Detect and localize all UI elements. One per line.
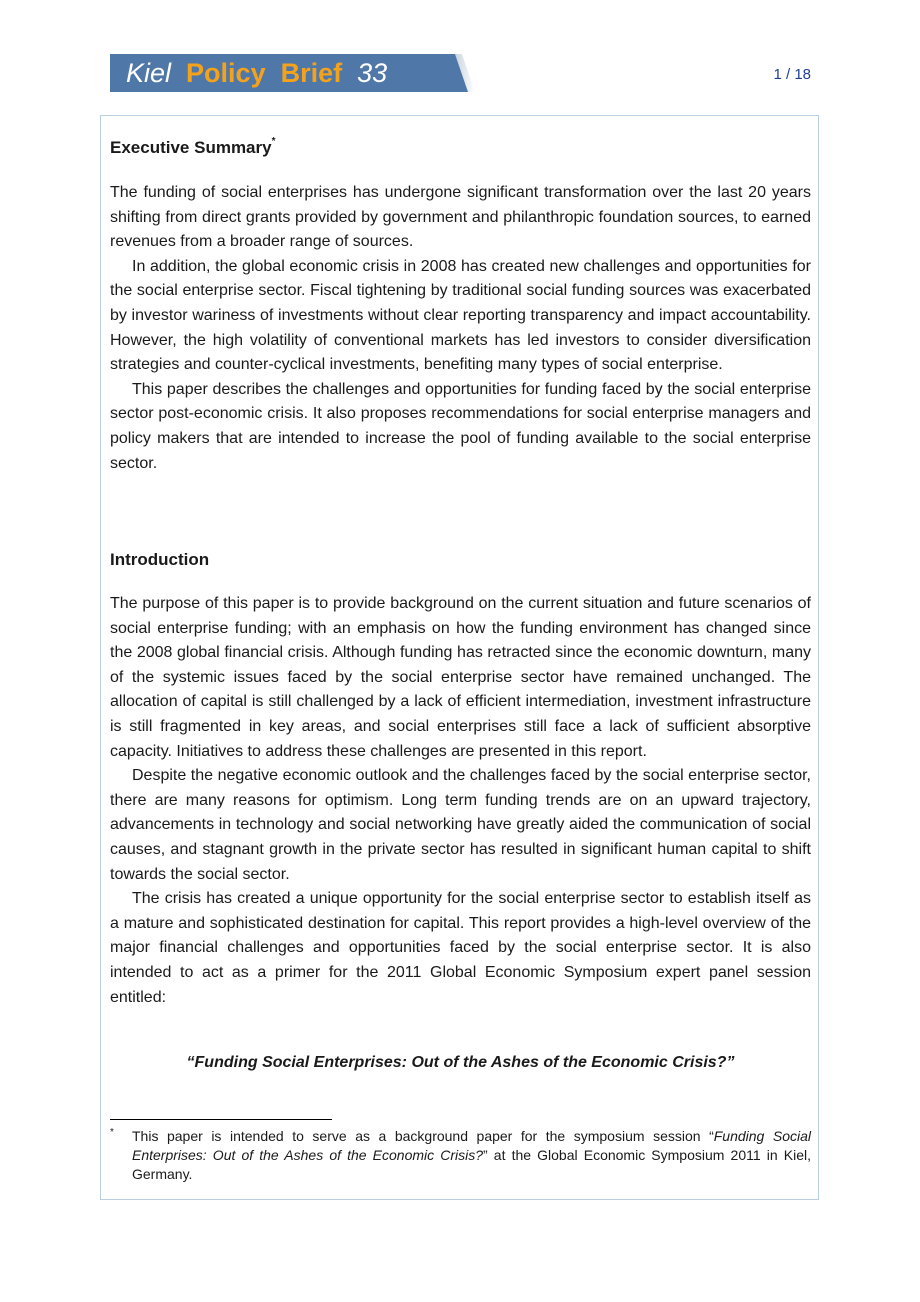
executive-summary-paragraph-1: The funding of social enterprises has undergone significant transformation over the last 20 years shifting from direct grants provided by government and philanthropic foundation sources, to earned revenues from a broader range of sources. [110, 184, 811, 251]
introduction-body [110, 592, 811, 1010]
footnote-reference: * [271, 136, 276, 147]
footnote-text [132, 1127, 811, 1184]
banner-issue-number: 33 [357, 58, 388, 88]
introduction-paragraph-1: The purpose of this paper is to provide background on the current situation and future scenarios of social enterprise funding; with an emphasis on how the funding environment has changed since the 2008 global financial crisis. Although funding has retracted since the economic downturn, many of the systemic issues faced by the social enterprise sector have remained unchanged. The allocation of capital is still challenged by a lack of efficient intermediation, investment infrastructure is still fragmented in key areas, and social enterprises still face a lack of sufficient absorptive capacity. Initiatives to address these challenges are presented in this report. [110, 595, 811, 760]
introduction-paragraph-2: Despite the negative economic outlook and the challenges faced by the social enterprise sector, there are many reasons for optimism. Long term funding trends are on an upward trajectory, advancements in technology and social networking have greatly aided the communication of social causes, and stagnant growth in the private sector has resulted in significant human capital to shift towards the social sector. [110, 767, 811, 883]
page-number: 1 / 18 [773, 66, 811, 83]
footnote-session-title: Funding Social Enterprises: Out of the Ashes of the Economic Crisis? [132, 1128, 811, 1163]
kiel-policy-brief-banner [110, 54, 475, 92]
executive-summary-paragraph-2: In addition, the global economic crisis in 2008 has created new challenges and opportunities for the social enterprise sector. Fiscal tightening by traditional social funding sources was exacerbated by investor wariness of investments without clear reporting transparency and impact accountability. However, the high volatility of conventional markets has led investors to consider diversification strategies and counter-cyclical investments, benefiting many types of social enterprise. [110, 257, 811, 374]
footnote-separator [110, 1119, 332, 1120]
footnote-text-after: ” at the Global Economic Symposium 2011 in Kiel, Germany. [132, 1147, 811, 1182]
session-title-quote: “Funding Social Enterprises: Out of the Ashes of the Economic Crisis?” [186, 1054, 735, 1071]
content-frame [100, 115, 819, 1200]
executive-summary-heading [110, 136, 276, 160]
introduction-paragraph-3: The crisis has created a unique opportunity for the social enterprise sector to establish itself as a mature and sophisticated destination for capital. This report provides a high-level overview of the major financial challenges and opportunities faced by the social enterprise sector. It is also intended to act as a primer for the 2011 Global Economic Symposium expert panel session entitled: [110, 890, 811, 1006]
banner-title [126, 56, 387, 90]
introduction-heading: Introduction [110, 550, 210, 569]
executive-summary-body [110, 181, 811, 476]
footnote-text-before: This paper is intended to serve as a background paper for the symposium session “ [132, 1128, 714, 1144]
executive-summary-paragraph-3: This paper describes the challenges and opportunities for funding faced by the social enterprise sector post-economic crisis. It also proposes recommendations for social enterprise managers and policy makers that are intended to increase the pool of funding available to the social enterprise sector. [110, 380, 811, 472]
footnote-marker: * [110, 1127, 114, 1138]
banner-brief: Brief [280, 58, 343, 88]
footnote [110, 1127, 811, 1184]
banner-policy: Policy [186, 58, 266, 88]
banner-kiel: Kiel [126, 58, 172, 88]
executive-summary-title: Executive Summary [110, 138, 272, 157]
